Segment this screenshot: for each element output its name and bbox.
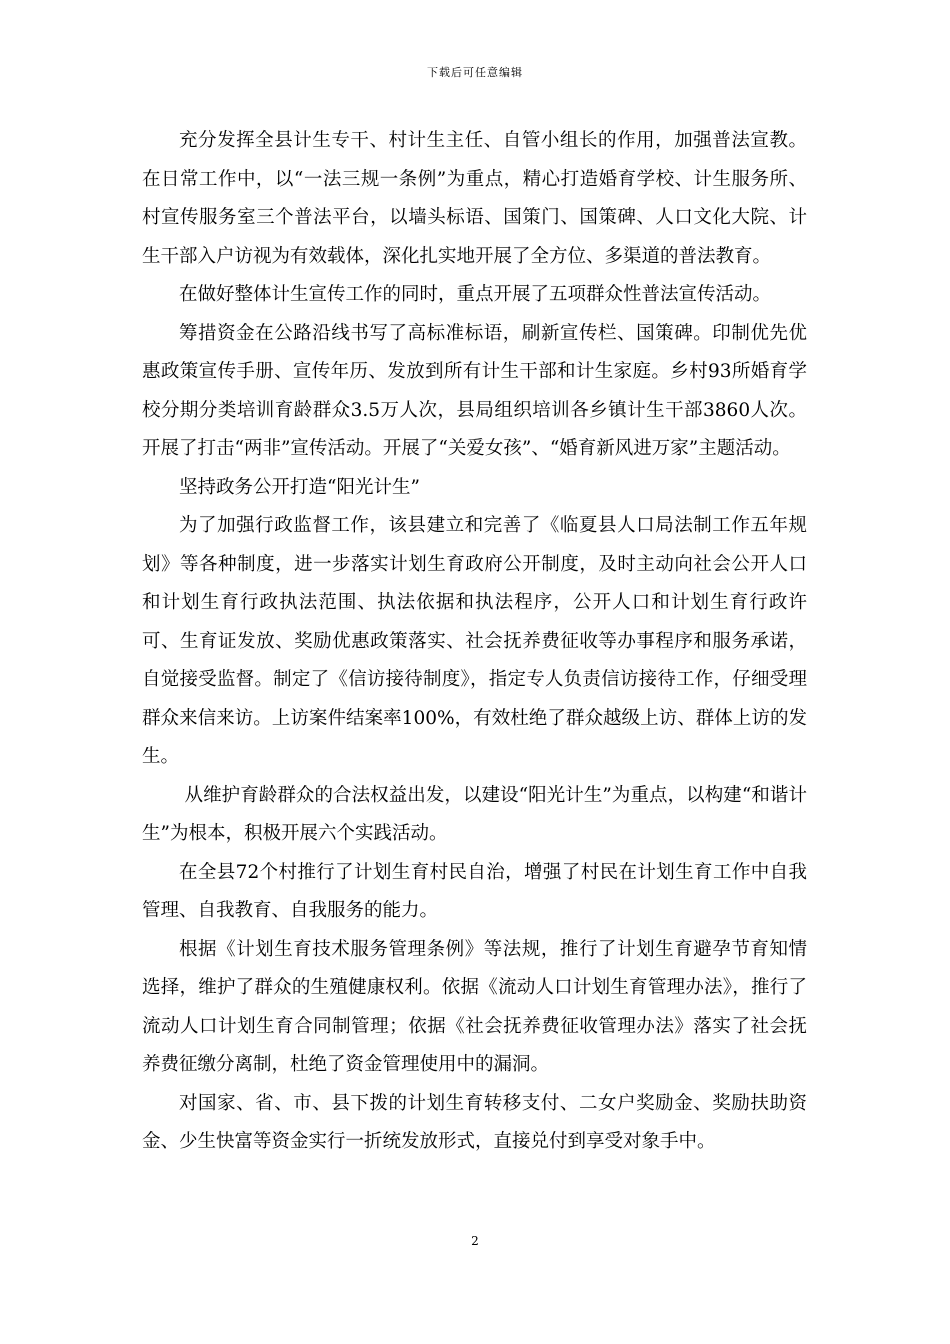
paragraph-funding-slogans: 筹措资金在公路沿线书写了高标准标语，刷新宣传栏、国策碑。印制优先优惠政策宣传手册、宣传年历、发放到所有计生干部和计生家庭。乡村93所婚育学校分期分类培训育龄群众3.5万人次，县局组织培训各乡镇计生干部3860人次。开展了打击“两非”宣传活动。开展了“关爱女孩”、“婚育新风进万家”主题活动。 (142, 322, 807, 459)
paragraph-regulations: 根据《计划生育技术服务管理条例》等法规，推行了计划生育避孕节育知情选择，维护了群众的生殖健康权利。依据《流动人口计划生育管理办法》，推行了流动人口计划生育合同制管理；依据《社会抚养费征收管理办法》落实了社会抚养费征缴分离制，杜绝了资金管理使用中的漏洞。 (142, 938, 807, 1075)
paragraph-rights-protection: 从维护育龄群众的合法权益出发，以建设“阳光计生”为重点，以构建“和谐计生”为根本，积极开展六个实践活动。 (142, 784, 807, 844)
paragraph-village-autonomy: 在全县72个村推行了计划生育村民自治，增强了村民在计划生育工作中自我管理、自我教育、自我服务的能力。 (142, 861, 807, 921)
paragraph-five-activities: 在做好整体计生宣传工作的同时，重点开展了五项群众性普法宣传活动。 (179, 284, 772, 305)
paragraph-fund-distribution: 对国家、省、市、县下拨的计划生育转移支付、二女户奖励金、奖励扶助资金、少生快富等资金实行一折统发放形式，直接兑付到享受对象手中。 (142, 1092, 807, 1152)
paragraph-legal-education: 充分发挥全县计生专干、村计生主任、自管小组长的作用，加强普法宣教。在日常工作中，以“一法三规一条例”为重点，精心打造婚育学校、计生服务所、村宣传服务室三个普法平台，以墙头标语、国策门、国策碑、人口文化大院、计生干部入户访视为有效载体，深化扎实地开展了全方位、多渠道的普法教育。 (142, 130, 807, 267)
paragraph-administrative-supervision: 为了加强行政监督工作，该县建立和完善了《临夏县人口局法制工作五年规划》等各种制度，进一步落实计划生育政府公开制度，及时主动向社会公开人口和计划生育行政执法范围、执法依据和执法程序，公开人口和计划生育行政许可、生育证发放、奖励优惠政策落实、社会抚养费征收等办事程序和服务承诺，自觉接受监督。制定了《信访接待制度》，指定专人负责信访接待工作，仔细受理群众来信来访。上访案件结案率100%，有效杜绝了群众越级上访、群体上访的发生。 (142, 515, 807, 767)
page-header: 下载后可任意编辑 (427, 66, 523, 79)
document-body (142, 122, 807, 1162)
page-number: 2 (471, 1234, 479, 1248)
paragraph-section-heading: 坚持政务公开打造“阳光计生” (179, 476, 420, 498)
